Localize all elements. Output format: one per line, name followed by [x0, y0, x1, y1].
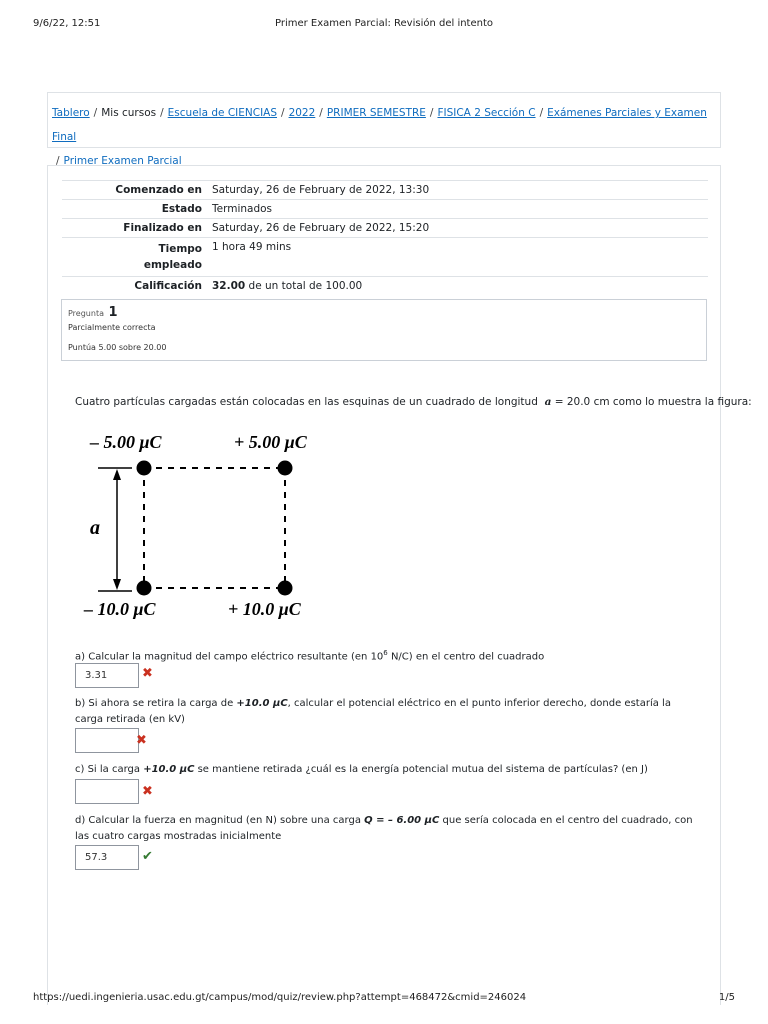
- part-a-answer-input[interactable]: 3.31: [75, 663, 139, 688]
- breadcrumb-separator: /: [93, 107, 98, 119]
- question-prefix: Pregunta: [68, 309, 104, 318]
- side-length-label: a: [90, 517, 100, 539]
- summary-label: Finalizado en: [62, 219, 207, 238]
- summary-value: Saturday, 26 de February de 2022, 13:30: [207, 181, 708, 200]
- part-d-text: [75, 813, 695, 845]
- part-a-text: [75, 645, 695, 665]
- grade-total: de un total de 100.00: [245, 280, 363, 292]
- part-d-answer-input[interactable]: 57.3: [75, 845, 139, 870]
- summary-label: Tiempo empleado: [62, 238, 207, 277]
- question-text: [75, 396, 752, 408]
- attempt-summary-table: [62, 180, 708, 295]
- charge-dot-top-right: [278, 461, 293, 476]
- part-d-charge: Q = – 6.00 μC: [364, 815, 440, 826]
- dimension-arrow-up-icon: [113, 469, 121, 480]
- breadcrumb-escuela[interactable]: Escuela de CIENCIAS: [167, 107, 278, 119]
- part-c-answer-input[interactable]: [75, 779, 139, 804]
- breadcrumb-separator: /: [56, 155, 60, 167]
- summary-label: Comenzado en: [62, 181, 207, 200]
- grade-value: 32.00: [212, 280, 246, 292]
- question-info-box: [61, 299, 707, 361]
- incorrect-icon: ✖: [142, 784, 153, 799]
- charge-label-bottom-left: – 10.0 μC: [84, 599, 156, 619]
- breadcrumb-examenes[interactable]: Exámenes Parciales y Examen Final: [52, 107, 707, 143]
- correct-icon: ✔: [142, 849, 153, 864]
- charge-label-top-right: + 5.00 μC: [234, 432, 307, 452]
- part-c-post: se mantiene retirada ¿cuál es la energía potencial mutua del sistema de partículas? (en J): [194, 764, 648, 775]
- part-d-pre: d) Calcular la fuerza en magnitud (en N) sobre una carga: [75, 815, 365, 826]
- part-a-main: a) Calcular la magnitud del campo eléctrico resultante (en 10: [75, 651, 384, 663]
- breadcrumb-semestre[interactable]: PRIMER SEMESTRE: [326, 107, 426, 119]
- question-text-var: a: [544, 396, 552, 408]
- part-c-text: [75, 762, 695, 778]
- question-number-value: 1: [108, 305, 118, 320]
- part-b-pre: b) Si ahora se retira la carga de: [75, 698, 237, 709]
- question-text-tail: = 20.0 cm como lo muestra la figura:: [551, 396, 752, 408]
- summary-value: Terminados: [207, 200, 708, 219]
- breadcrumb-separator: /: [281, 107, 285, 119]
- summary-row-state: [62, 200, 708, 219]
- breadcrumb-course[interactable]: FISICA 2 Sección C: [437, 107, 536, 119]
- part-c-pre: c) Si la carga: [75, 764, 144, 775]
- breadcrumb-separator: /: [539, 107, 544, 119]
- breadcrumb-mis-cursos: Mis cursos: [101, 107, 157, 119]
- breadcrumb-quiz[interactable]: Primer Examen Parcial: [63, 155, 182, 167]
- charge-label-top-left: – 5.00 μC: [90, 432, 162, 452]
- print-url: https://uedi.ingenieria.usac.edu.gt/campus/mod/quiz/review.php?attempt=468472&cmid=246024: [33, 992, 527, 1003]
- summary-row-finished: [62, 219, 708, 238]
- part-c-charge: +10.0 μC: [143, 764, 195, 775]
- summary-value: Saturday, 26 de February de 2022, 15:20: [207, 219, 708, 238]
- summary-value: [207, 277, 708, 296]
- breadcrumb-year[interactable]: 2022: [288, 107, 316, 119]
- summary-label: Estado: [62, 200, 207, 219]
- print-title: Primer Examen Parcial: Revisión del intento: [274, 18, 494, 29]
- charge-dot-bottom-right: [278, 581, 293, 596]
- breadcrumb-separator: /: [160, 107, 164, 119]
- dimension-arrow-down-icon: [113, 579, 121, 590]
- incorrect-icon: ✖: [142, 666, 153, 681]
- breadcrumb: [47, 92, 721, 167]
- part-a-tail: N/C) en el centro del cuadrado: [387, 651, 545, 663]
- question-number: [68, 305, 118, 320]
- summary-label: Calificación: [62, 277, 207, 296]
- breadcrumb-tablero[interactable]: Tablero: [52, 107, 90, 119]
- charges-square-figure: [82, 426, 322, 626]
- charge-label-bottom-right: + 10.0 μC: [228, 599, 301, 619]
- part-d-post: que sería colocada en el centro del cuadrado, con las cuatro cargas mostradas inicialmente: [75, 815, 693, 842]
- print-page-number: 1/5: [718, 992, 735, 1003]
- summary-row-time: [62, 238, 708, 277]
- incorrect-icon: ✖: [136, 733, 147, 748]
- breadcrumb-separator: /: [319, 107, 323, 119]
- breadcrumb-separator: /: [429, 107, 434, 119]
- part-b-text: [75, 696, 695, 728]
- charge-dot-top-left: [137, 461, 152, 476]
- print-date: 9/6/22, 12:51: [33, 18, 101, 29]
- charge-dot-bottom-left: [137, 581, 152, 596]
- question-grade: Puntúa 5.00 sobre 20.00: [68, 343, 167, 352]
- part-a-sup: 6: [383, 649, 388, 657]
- summary-row-grade: [62, 277, 708, 296]
- part-b-charge: +10.0 μC: [236, 698, 288, 709]
- part-b-post: , calcular el potencial eléctrico en el punto inferior derecho, donde estaría la carga retirada (en kV): [75, 698, 671, 725]
- question-text-main: Cuatro partículas cargadas están colocadas en las esquinas de un cuadrado de longitud: [75, 396, 538, 408]
- summary-row-started: [62, 181, 708, 200]
- part-b-answer-input[interactable]: [75, 728, 139, 753]
- summary-value: 1 hora 49 mins: [207, 238, 708, 277]
- question-state: Parcialmente correcta: [68, 323, 156, 332]
